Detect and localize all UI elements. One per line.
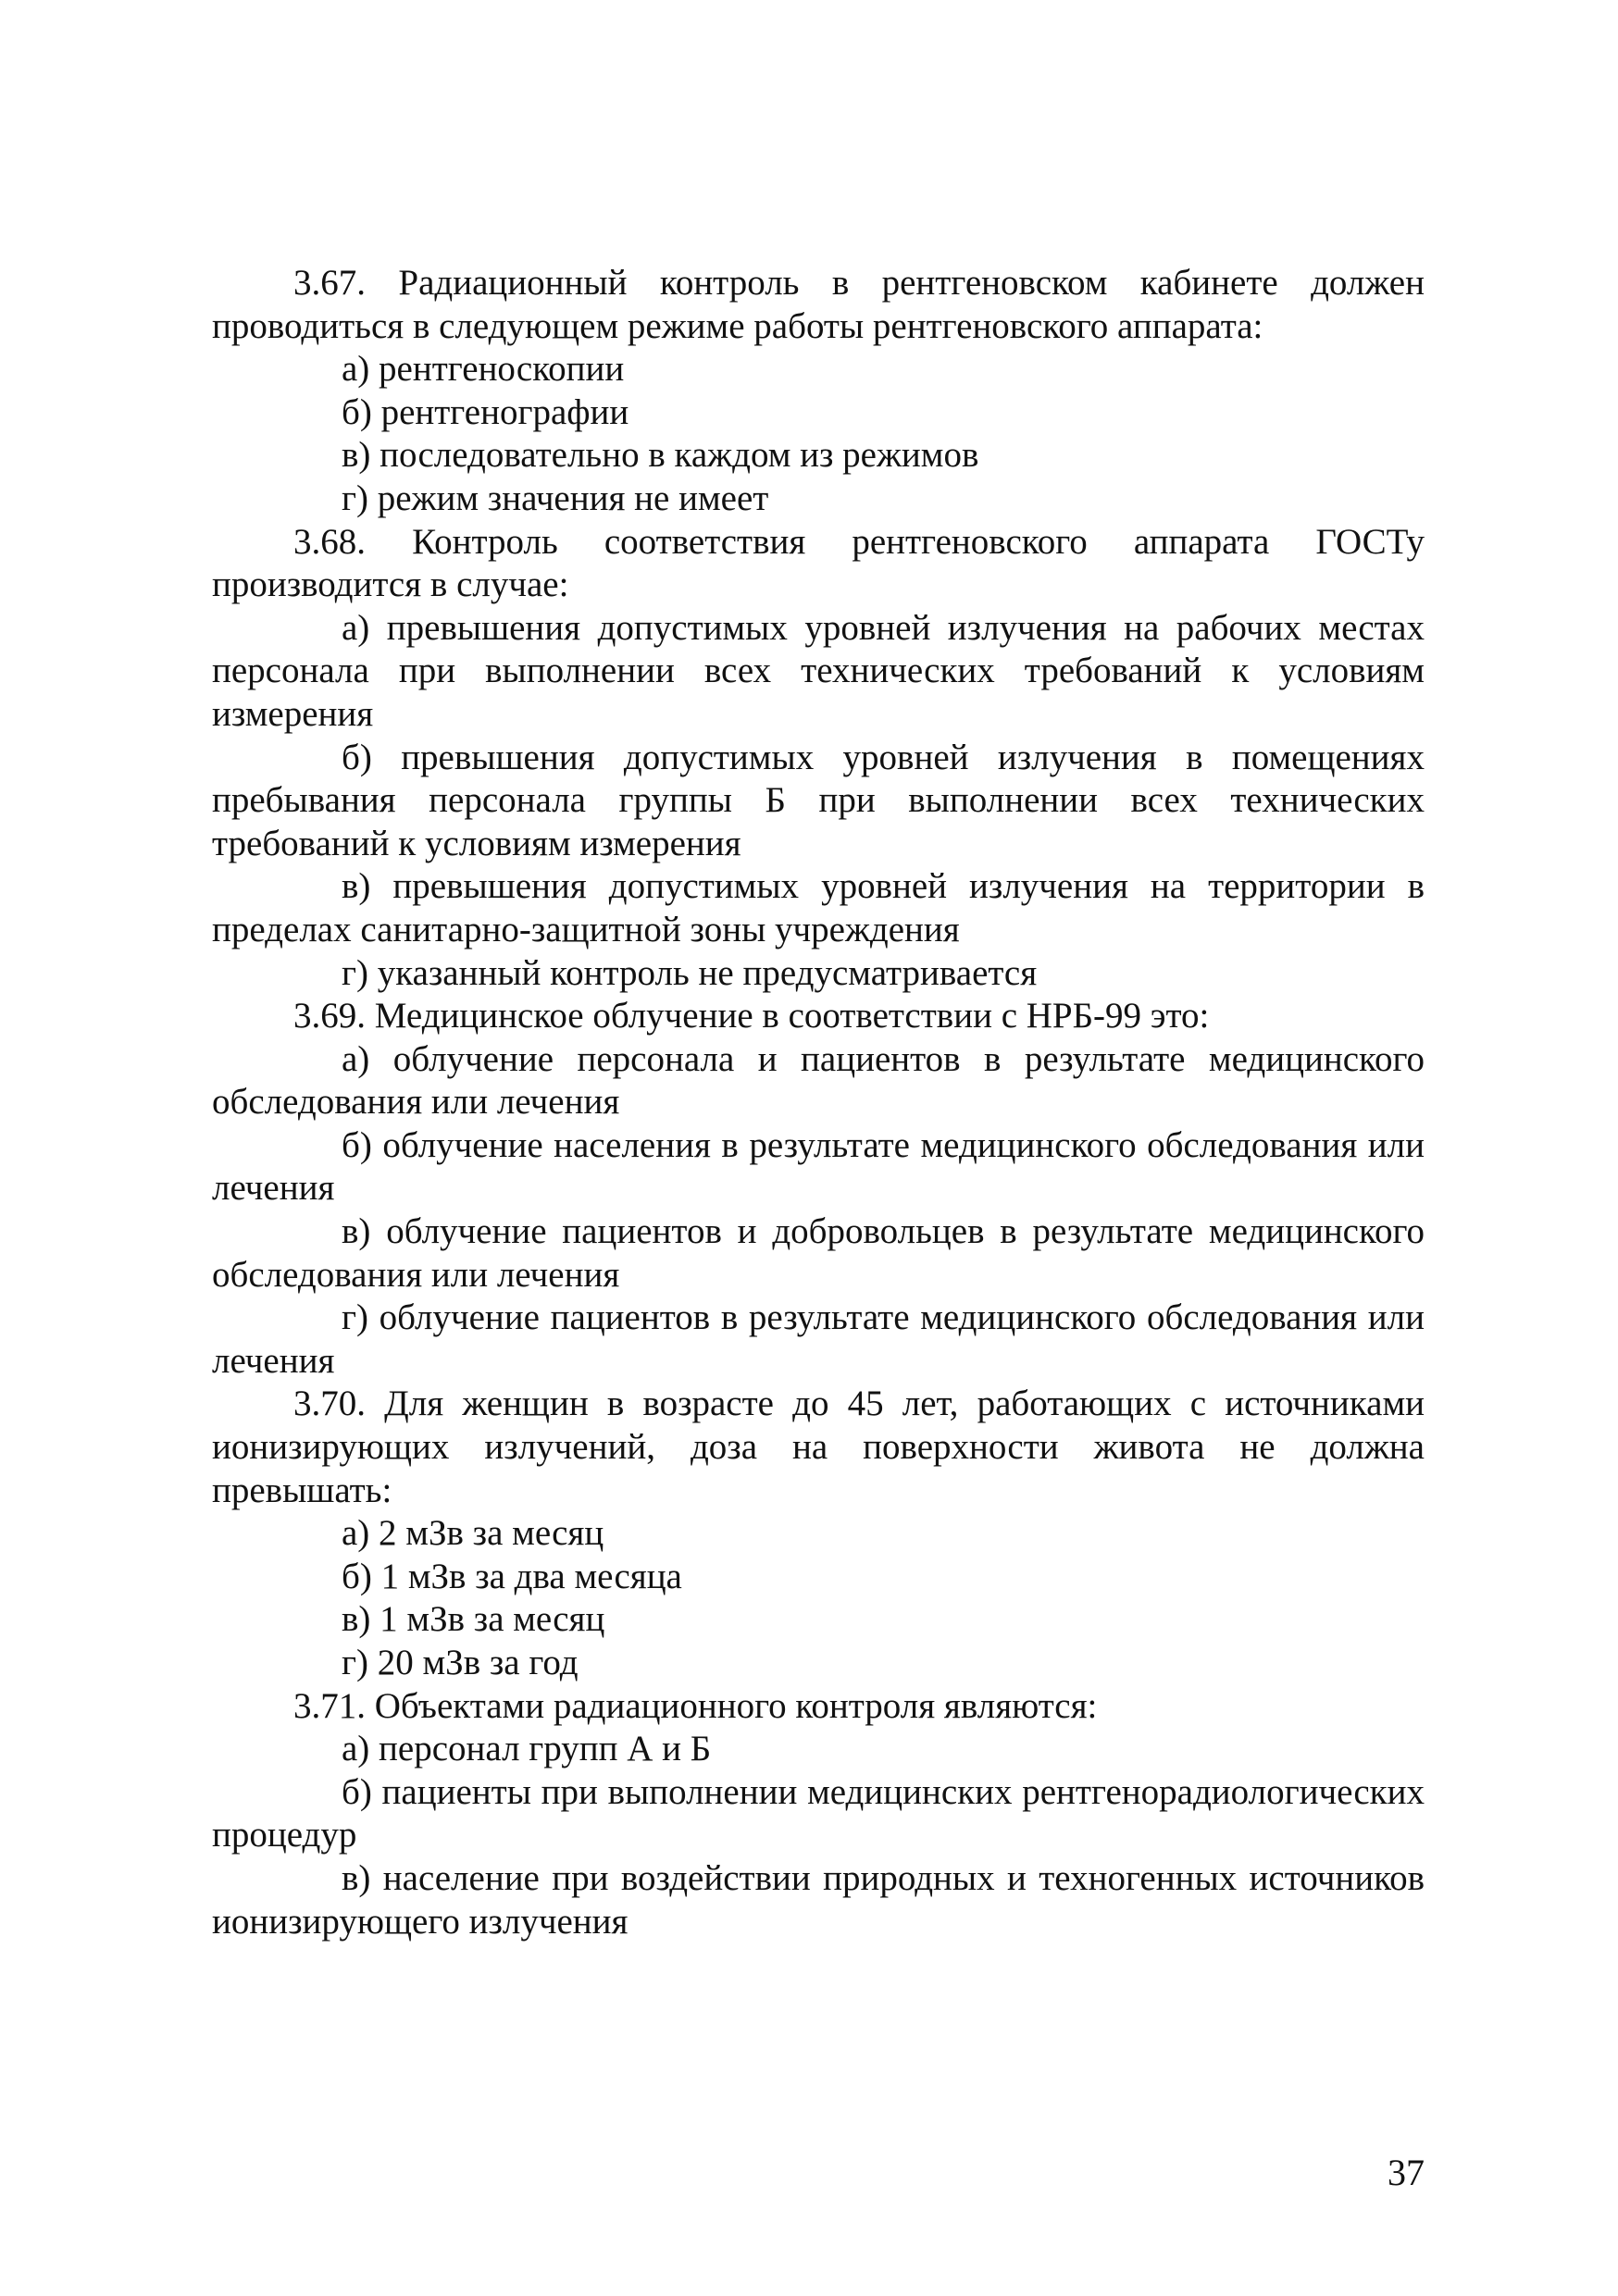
answer-3-70-g: г) 20 мЗв за год: [342, 1643, 579, 1682]
question-3-68: 3.68. Контроль соответствия рентгеновского аппарата ГОСТу производится в случае:: [212, 521, 1425, 605]
question-3-70: 3.70. Для женщин в возрасте до 45 лет, работающих с источниками ионизирующих излучений, доза на поверхности живота не должна превышать:: [212, 1384, 1425, 1510]
question-3-69: 3.69. Медицинское облучение в соответствии с НРБ-99 это:: [293, 996, 1210, 1036]
answer-3-67-a: а) рентгеноскопии: [342, 349, 625, 390]
page-number: 37: [1388, 2152, 1425, 2193]
answer-3-69-g: г) облучение пациентов в результате медицинского обследования или лечения: [212, 1297, 1425, 1381]
answer-3-67-b: б) рентгенографии: [342, 391, 629, 432]
answer-3-69-b: б) облучение населения в результате медицинского обследования или лечения: [212, 1124, 1425, 1209]
answer-3-70-b: б) 1 мЗв за два месяца: [342, 1556, 682, 1596]
answer-3-71-v: в) население при воздействии природных и техногенных источников ионизирующего излучения: [212, 1857, 1425, 1942]
answer-3-71-b: б) пациенты при выполнении медицинских рентгенорадиологических процедур: [212, 1771, 1425, 1855]
question-3-71: 3.71. Объектами радиационного контроля являются:: [293, 1685, 1098, 1726]
answer-3-68-v: в) превышения допустимых уровней излучения на территории в пределах санитарно-защитной зоны учреждения: [212, 866, 1425, 949]
page-body: [212, 262, 1425, 1943]
answer-3-68-b: б) превышения допустимых уровней излучения в помещениях пребывания персонала группы Б при выполнении всех технических требований к условиям измерения: [212, 737, 1425, 863]
answer-3-67-v: в) последовательно в каждом из режимов: [342, 435, 979, 476]
question-3-67: 3.67. Радиационный контроль в рентгеновском кабинете должен проводиться в следующем режиме работы рентгеновского аппарата:: [212, 263, 1425, 346]
answer-3-67-g: г) режим значения не имеет: [342, 478, 769, 518]
answer-3-68-g: г) указанный контроль не предусматривается: [342, 952, 1038, 993]
answer-3-71-a: а) персонал групп А и Б: [342, 1729, 712, 1769]
answer-3-69-v: в) облучение пациентов и добровольцев в результате медицинского обследования или лечения: [212, 1211, 1425, 1295]
answer-3-69-a: а) облучение персонала и пациентов в результате медицинского обследования или лечения: [212, 1038, 1425, 1123]
answer-3-68-a: а) превышения допустимых уровней излучения на рабочих местах персонала при выполнении всех технических требований к условиям измерения: [212, 607, 1425, 734]
answer-3-70-v: в) 1 мЗв за месяц: [342, 1599, 605, 1640]
answer-3-70-a: а) 2 мЗв за месяц: [342, 1513, 604, 1554]
